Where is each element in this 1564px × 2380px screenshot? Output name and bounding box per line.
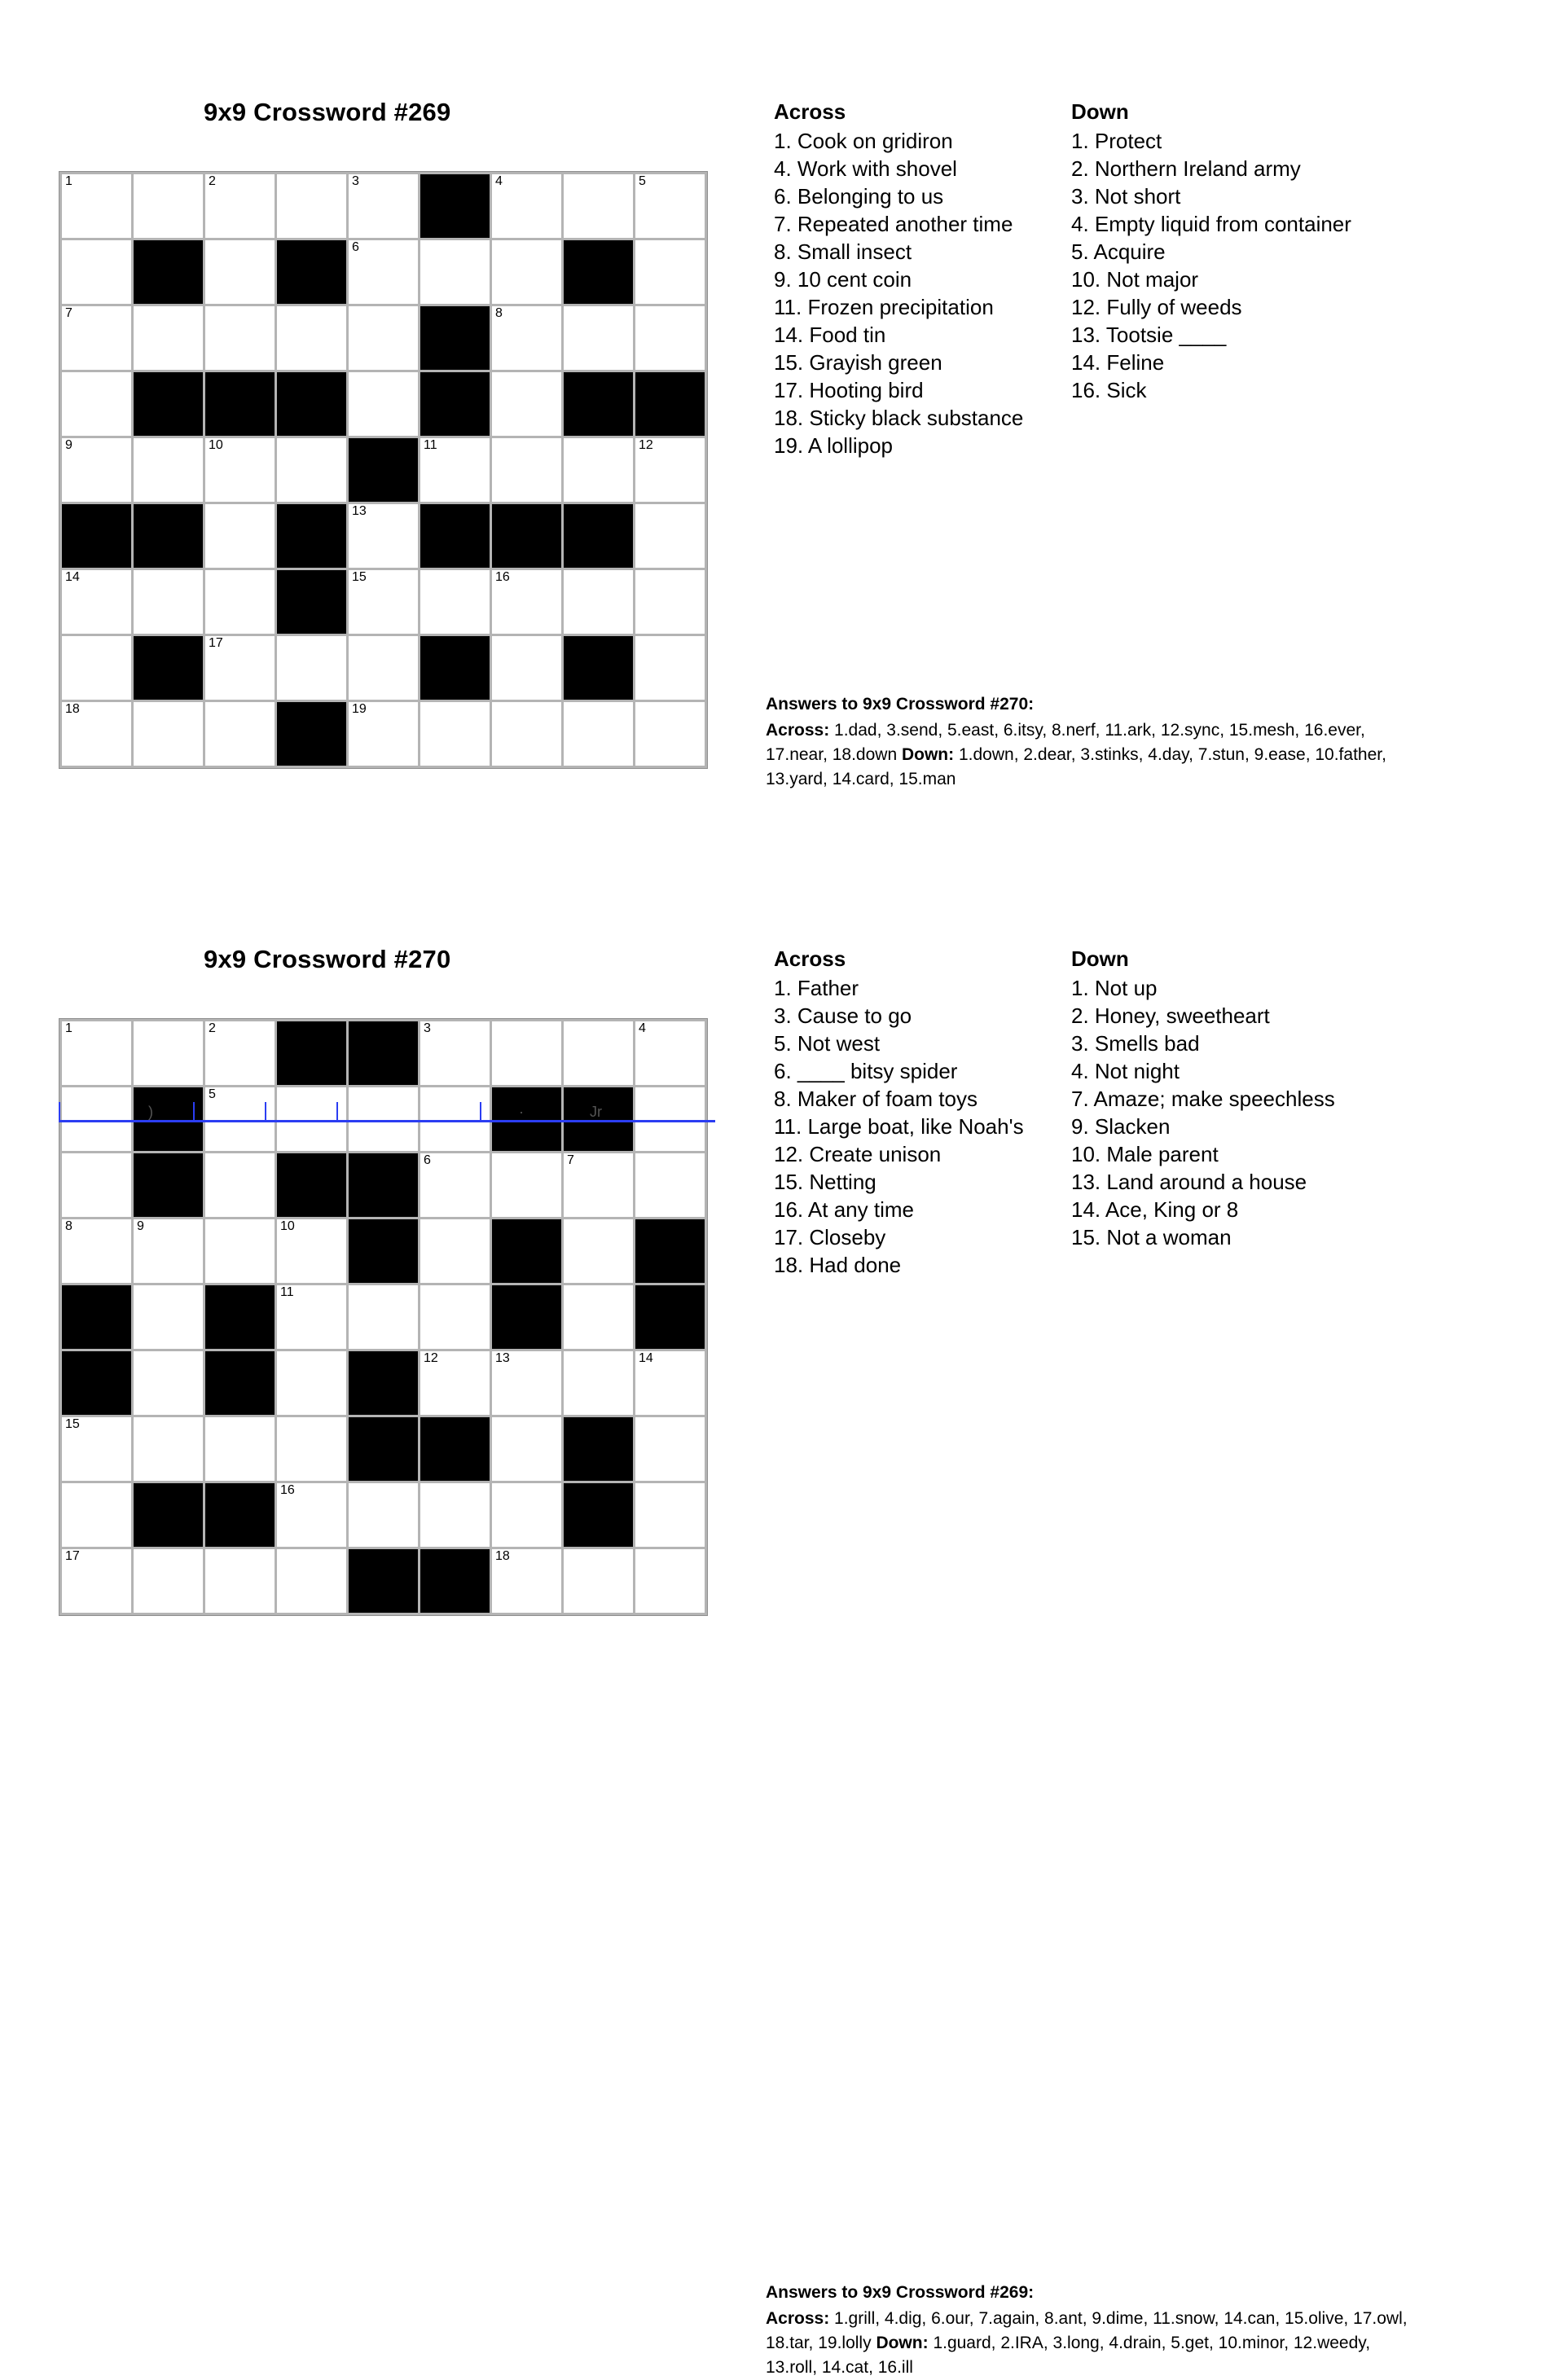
- grid-cell[interactable]: [635, 306, 705, 370]
- grid-cell-blocked: [134, 1153, 203, 1217]
- grid-cell-blocked: [420, 636, 490, 700]
- grid-cell[interactable]: [420, 1483, 490, 1547]
- grid-cell[interactable]: [564, 1219, 633, 1283]
- clue-item-down: 7. Amaze; make speechless: [1071, 1087, 1335, 1111]
- across-clue-list-270: [774, 974, 1075, 1279]
- grid-cell[interactable]: [420, 1351, 490, 1415]
- grid-cell-blocked: [277, 702, 346, 766]
- grid-cell-number: 1: [65, 1021, 72, 1035]
- grid-cell-number: 18: [495, 1549, 510, 1563]
- grid-cell[interactable]: [277, 1483, 346, 1547]
- clue-column-down-270: [1071, 945, 1413, 1251]
- clue-item-down: 16. Sick: [1071, 378, 1147, 402]
- grid-cell-blocked: [277, 1021, 346, 1085]
- grid-cell[interactable]: [62, 1219, 131, 1283]
- clue-item-down: 5. Acquire: [1071, 239, 1166, 264]
- grid-cell[interactable]: [205, 306, 275, 370]
- grid-cell[interactable]: [492, 702, 561, 766]
- grid-cell-blocked: [134, 504, 203, 568]
- grid-cell[interactable]: [420, 438, 490, 502]
- grid-cell-blocked: [564, 1087, 633, 1151]
- grid-cell[interactable]: [349, 636, 418, 700]
- clue-item-across: 15. Grayish green: [774, 350, 942, 375]
- grid-cell[interactable]: [635, 1087, 705, 1151]
- grid-cell-number: 5: [639, 174, 646, 188]
- grid-cell[interactable]: [62, 372, 131, 436]
- clue-item-down: 14. Ace, King or 8: [1071, 1197, 1239, 1222]
- grid-cell[interactable]: [635, 1549, 705, 1613]
- grid-cell-number: 4: [495, 174, 503, 188]
- clue-item-across: 8. Small insect: [774, 239, 912, 264]
- grid-cell[interactable]: [492, 1417, 561, 1481]
- grid-cell[interactable]: [492, 240, 561, 304]
- grid-cell[interactable]: [420, 1021, 490, 1085]
- answers-down-text-269: 1.down, 2.dear, 3.stinks, 4.day, 7.stun, 9.ease, 10.father, 13.yard, 14.card, 15.man: [766, 745, 1386, 788]
- grid-cell[interactable]: [277, 636, 346, 700]
- grid-cell-blocked: [62, 1285, 131, 1349]
- crossword-grid-269[interactable]: [59, 171, 708, 769]
- grid-cell-number: 16: [280, 1483, 295, 1497]
- clue-item-across: 17. Closeby: [774, 1225, 886, 1249]
- grid-cell[interactable]: [349, 570, 418, 634]
- grid-cell[interactable]: [635, 438, 705, 502]
- grid-cell-blocked: [277, 240, 346, 304]
- grid-cell[interactable]: [420, 1219, 490, 1283]
- grid-cell[interactable]: [492, 1153, 561, 1217]
- grid-cell-number: 1: [65, 174, 72, 188]
- grid-cell-blocked: [564, 240, 633, 304]
- grid-cell-blocked: [492, 1285, 561, 1349]
- grid-cell[interactable]: [564, 1285, 633, 1349]
- grid-cell[interactable]: [492, 1549, 561, 1613]
- grid-cell[interactable]: [492, 636, 561, 700]
- grid-cell-number: 8: [65, 1219, 72, 1233]
- answers-down-label-269: Down:: [901, 745, 955, 764]
- grid-cell[interactable]: [564, 1351, 633, 1415]
- grid-cell[interactable]: [277, 174, 346, 238]
- grid-cell-number: 12: [424, 1351, 438, 1365]
- grid-cell[interactable]: [564, 570, 633, 634]
- clue-item-down: 10. Not major: [1071, 267, 1199, 292]
- grid-cell[interactable]: [134, 1021, 203, 1085]
- answers-title-270: Answers to 9x9 Crossword #269:: [766, 2283, 1035, 2302]
- grid-cell-number: 15: [352, 570, 367, 584]
- grid-cell-number: 7: [65, 306, 72, 320]
- grid-cell-blocked: [420, 306, 490, 370]
- grid-cell[interactable]: [349, 1087, 418, 1151]
- grid-cell[interactable]: [492, 438, 561, 502]
- grid-cell-number: 2: [209, 1021, 216, 1035]
- grid-cell[interactable]: [205, 636, 275, 700]
- grid-cell-blocked: [205, 1351, 275, 1415]
- clue-item-across: 4. Work with shovel: [774, 156, 957, 181]
- grid-cell[interactable]: [492, 306, 561, 370]
- down-heading-269: Down: [1071, 99, 1129, 124]
- grid-cell[interactable]: [635, 240, 705, 304]
- grid-cell-number: 13: [495, 1351, 510, 1365]
- grid-cell-blocked: [635, 1219, 705, 1283]
- grid-cell[interactable]: [62, 1153, 131, 1217]
- clue-item-across: 7. Repeated another time: [774, 212, 1013, 236]
- grid-cell[interactable]: [349, 306, 418, 370]
- across-clue-list-269: [774, 127, 1075, 459]
- grid-cell[interactable]: [420, 240, 490, 304]
- grid-cell-blocked: [205, 372, 275, 436]
- grid-cell[interactable]: [134, 1219, 203, 1283]
- clue-item-across: 17. Hooting bird: [774, 378, 924, 402]
- answers-block-270: [766, 2281, 1409, 2380]
- clue-item-across: 15. Netting: [774, 1170, 876, 1194]
- grid-cell[interactable]: [492, 372, 561, 436]
- grid-cell-blocked: [277, 372, 346, 436]
- grid-cell[interactable]: [635, 1417, 705, 1481]
- grid-cell[interactable]: [349, 372, 418, 436]
- grid-cell[interactable]: [134, 174, 203, 238]
- clue-item-down: 2. Northern Ireland army: [1071, 156, 1301, 181]
- grid-cell[interactable]: [277, 1219, 346, 1283]
- grid-cell-blocked: [635, 1285, 705, 1349]
- grid-cell[interactable]: [635, 174, 705, 238]
- clue-item-down: 13. Tootsie ____: [1071, 323, 1227, 347]
- grid-cell[interactable]: [62, 1483, 131, 1547]
- clue-item-down: 14. Feline: [1071, 350, 1165, 375]
- clue-item-across: 8. Maker of foam toys: [774, 1087, 978, 1111]
- down-heading-270: Down: [1071, 946, 1129, 971]
- grid-cell[interactable]: [635, 1351, 705, 1415]
- grid-cell[interactable]: [205, 1087, 275, 1151]
- grid-cell[interactable]: [62, 1021, 131, 1085]
- grid-cell-number: 2: [209, 174, 216, 188]
- grid-cell-blocked: [349, 1417, 418, 1481]
- grid-cell-blocked: [134, 636, 203, 700]
- grid-cell-number: 3: [424, 1021, 431, 1035]
- grid-cell-blocked: [420, 372, 490, 436]
- clue-column-down-269: [1071, 98, 1413, 404]
- clue-item-across: 18. Had done: [774, 1253, 902, 1277]
- grid-cell[interactable]: [420, 570, 490, 634]
- grid-cell-number: 5: [209, 1087, 216, 1101]
- grid-cell-number: 17: [209, 636, 223, 650]
- grid-cell[interactable]: [349, 702, 418, 766]
- clue-item-across: 16. At any time: [774, 1197, 914, 1222]
- grid-cell[interactable]: [277, 306, 346, 370]
- page-title-269: 9x9 Crossword #269: [204, 98, 451, 126]
- grid-cell[interactable]: [349, 1285, 418, 1349]
- grid-cell[interactable]: [349, 504, 418, 568]
- grid-cell[interactable]: [635, 636, 705, 700]
- down-clue-list-270: [1071, 974, 1413, 1251]
- answers-across-text-270: 1.grill, 4.dig, 6.our, 7.again, 8.ant, 9.dime, 11.snow, 14.can, 15.olive, 17.owl, 18.tar, 19.lolly: [766, 2309, 1408, 2352]
- grid-cell[interactable]: [205, 1021, 275, 1085]
- grid-cell[interactable]: [205, 1219, 275, 1283]
- grid-cell-number: 19: [352, 702, 367, 716]
- answers-down-text-270: 1.guard, 2.IRA, 3.long, 4.drain, 5.get, 10.minor, 12.weedy, 13.roll, 14.cat, 16.ill: [766, 2334, 1371, 2377]
- grid-cell-number: 16: [495, 570, 510, 584]
- grid-cell-blocked: [134, 1087, 203, 1151]
- grid-cell[interactable]: [492, 1351, 561, 1415]
- clue-item-across: 19. A lollipop: [774, 433, 894, 458]
- grid-cell-number: 7: [567, 1153, 574, 1167]
- clue-item-across: 3. Cause to go: [774, 1003, 912, 1028]
- grid-cell-blocked: [205, 1285, 275, 1349]
- grid-cell-number: 4: [639, 1021, 646, 1035]
- grid-cell[interactable]: [205, 1153, 275, 1217]
- grid-cell[interactable]: [492, 1021, 561, 1085]
- grid-cell[interactable]: [62, 438, 131, 502]
- grid-cell[interactable]: [205, 570, 275, 634]
- grid-cell-blocked: [420, 504, 490, 568]
- grid-cell[interactable]: [635, 570, 705, 634]
- grid-cell-blocked: [420, 174, 490, 238]
- clue-item-down: 13. Land around a house: [1071, 1170, 1307, 1194]
- grid-cell-blocked: [349, 1351, 418, 1415]
- grid-cell[interactable]: [564, 1153, 633, 1217]
- grid-cell[interactable]: [205, 174, 275, 238]
- grid-cell[interactable]: [492, 174, 561, 238]
- grid-cell[interactable]: [349, 1483, 418, 1547]
- grid-cell-number: 10: [209, 438, 223, 452]
- grid-cell[interactable]: [205, 504, 275, 568]
- clue-item-down: 4. Empty liquid from container: [1071, 212, 1351, 236]
- clue-item-across: 9. 10 cent coin: [774, 267, 912, 292]
- selection-ghost-glyph: Jr: [590, 1104, 602, 1120]
- grid-cell-number: 15: [65, 1417, 80, 1431]
- grid-cell[interactable]: [277, 1285, 346, 1349]
- grid-cell[interactable]: [420, 1087, 490, 1151]
- grid-cell-blocked: [277, 570, 346, 634]
- across-heading-269: Across: [774, 99, 846, 124]
- grid-cell[interactable]: [62, 1549, 131, 1613]
- clue-item-down: 3. Not short: [1071, 184, 1181, 209]
- grid-cell[interactable]: [62, 702, 131, 766]
- grid-cell-blocked: [564, 372, 633, 436]
- grid-cell[interactable]: [62, 174, 131, 238]
- grid-cell[interactable]: [564, 1021, 633, 1085]
- clue-item-down: 2. Honey, sweetheart: [1071, 1003, 1270, 1028]
- grid-cell-blocked: [134, 372, 203, 436]
- grid-cell[interactable]: [134, 1351, 203, 1415]
- clue-item-across: 1. Father: [774, 976, 859, 1000]
- clue-item-across: 18. Sticky black substance: [774, 406, 1024, 430]
- grid-cell-number: 17: [65, 1549, 80, 1563]
- answers-down-label-270: Down:: [876, 2334, 929, 2352]
- grid-cell[interactable]: [62, 636, 131, 700]
- grid-cell[interactable]: [277, 1087, 346, 1151]
- page-title-270: 9x9 Crossword #270: [204, 945, 451, 973]
- grid-cell-number: 14: [65, 570, 80, 584]
- answers-block-269: [766, 692, 1409, 792]
- selection-ghost-glyph: ·: [519, 1104, 524, 1120]
- grid-cell-blocked: [349, 1549, 418, 1613]
- clue-item-down: 1. Not up: [1071, 976, 1158, 1000]
- grid-cell-blocked: [134, 240, 203, 304]
- clue-item-across: 6. Belonging to us: [774, 184, 944, 209]
- grid-cell[interactable]: [564, 306, 633, 370]
- selection-ghost-glyph: ): [148, 1104, 153, 1120]
- grid-cell[interactable]: [277, 1417, 346, 1481]
- grid-cell-number: 11: [424, 438, 437, 452]
- grid-cell[interactable]: [62, 1087, 131, 1151]
- grid-cell-number: 11: [280, 1285, 294, 1299]
- grid-cell-blocked: [564, 636, 633, 700]
- grid-cell-blocked: [134, 1483, 203, 1547]
- grid-cell-blocked: [349, 1021, 418, 1085]
- clue-item-down: 10. Male parent: [1071, 1142, 1219, 1166]
- answers-across-label-270: Across:: [766, 2309, 830, 2328]
- grid-cell[interactable]: [420, 702, 490, 766]
- clue-column-across-269: [774, 98, 1075, 459]
- clue-item-across: 12. Create unison: [774, 1142, 942, 1166]
- answers-across-text-269: 1.dad, 3.send, 5.east, 6.itsy, 8.nerf, 11.ark, 12.sync, 15.mesh, 16.ever, 17.near, 18.down: [766, 721, 1365, 764]
- grid-cell-number: 13: [352, 504, 367, 518]
- grid-cell[interactable]: [134, 306, 203, 370]
- grid-cell-blocked: [349, 438, 418, 502]
- across-heading-270: Across: [774, 946, 846, 971]
- grid-cell-number: 6: [352, 240, 359, 254]
- grid-cell[interactable]: [635, 702, 705, 766]
- grid-cell[interactable]: [349, 174, 418, 238]
- grid-cell-blocked: [277, 1153, 346, 1217]
- grid-cell[interactable]: [349, 240, 418, 304]
- clue-item-across: 1. Cook on gridiron: [774, 129, 953, 153]
- grid-cell[interactable]: [134, 438, 203, 502]
- grid-cell[interactable]: [492, 1483, 561, 1547]
- grid-cell[interactable]: [635, 1153, 705, 1217]
- grid-cell-blocked: [564, 504, 633, 568]
- clue-item-down: 1. Protect: [1071, 129, 1162, 153]
- grid-cell[interactable]: [134, 1549, 203, 1613]
- grid-cell[interactable]: [205, 438, 275, 502]
- grid-cell-number: 6: [424, 1153, 431, 1167]
- clue-item-down: 15. Not a woman: [1071, 1225, 1232, 1249]
- grid-cell-blocked: [492, 1087, 561, 1151]
- grid-cell[interactable]: [62, 306, 131, 370]
- grid-cell[interactable]: [277, 438, 346, 502]
- grid-cell-number: 12: [639, 438, 653, 452]
- grid-cell[interactable]: [564, 438, 633, 502]
- grid-cell-blocked: [564, 1417, 633, 1481]
- grid-cell[interactable]: [277, 1549, 346, 1613]
- clue-column-across-270: [774, 945, 1075, 1279]
- clue-item-across: 6. ____ bitsy spider: [774, 1059, 958, 1083]
- grid-cell[interactable]: [564, 1549, 633, 1613]
- grid-cell-number: 8: [495, 306, 503, 320]
- grid-cell-blocked: [564, 1483, 633, 1547]
- grid-cell[interactable]: [62, 1417, 131, 1481]
- clue-item-across: 5. Not west: [774, 1031, 881, 1056]
- grid-cell-number: 18: [65, 702, 80, 716]
- down-clue-list-269: [1071, 127, 1413, 404]
- grid-cell-blocked: [277, 504, 346, 568]
- clue-item-across: 11. Frozen precipitation: [774, 295, 994, 319]
- grid-cell[interactable]: [564, 702, 633, 766]
- grid-cell-blocked: [349, 1219, 418, 1283]
- grid-cell[interactable]: [564, 174, 633, 238]
- clue-item-down: 9. Slacken: [1071, 1114, 1171, 1139]
- grid-cell-blocked: [635, 372, 705, 436]
- grid-cell[interactable]: [635, 504, 705, 568]
- grid-cell-blocked: [62, 1351, 131, 1415]
- grid-cell-number: 9: [65, 438, 72, 452]
- grid-cell[interactable]: [134, 1285, 203, 1349]
- grid-cell[interactable]: [134, 702, 203, 766]
- grid-cell-blocked: [420, 1549, 490, 1613]
- clue-item-down: 4. Not night: [1071, 1059, 1180, 1083]
- grid-cell[interactable]: [134, 570, 203, 634]
- grid-cell[interactable]: [134, 1417, 203, 1481]
- grid-cell[interactable]: [420, 1153, 490, 1217]
- grid-cell[interactable]: [277, 1351, 346, 1415]
- grid-cell-blocked: [492, 1219, 561, 1283]
- answers-across-label-269: Across:: [766, 721, 830, 740]
- answers-title-269: Answers to 9x9 Crossword #270:: [766, 695, 1035, 714]
- clue-item-across: 14. Food tin: [774, 323, 886, 347]
- grid-cell-blocked: [492, 504, 561, 568]
- grid-cell[interactable]: [492, 570, 561, 634]
- grid-cell-number: 14: [639, 1351, 653, 1365]
- grid-cell[interactable]: [420, 1285, 490, 1349]
- grid-cell[interactable]: [205, 702, 275, 766]
- grid-cell[interactable]: [205, 1549, 275, 1613]
- grid-cell-number: 9: [137, 1219, 144, 1233]
- grid-cell-blocked: [420, 1417, 490, 1481]
- crossword-grid-270[interactable]: [59, 1018, 708, 1616]
- grid-cell-blocked: [205, 1483, 275, 1547]
- clue-item-down: 12. Fully of weeds: [1071, 295, 1242, 319]
- grid-cell[interactable]: [62, 570, 131, 634]
- clue-item-down: 3. Smells bad: [1071, 1031, 1200, 1056]
- grid-cell[interactable]: [635, 1483, 705, 1547]
- grid-cell-number: 10: [280, 1219, 295, 1233]
- grid-cell-number: 3: [352, 174, 359, 188]
- grid-cell-blocked: [349, 1153, 418, 1217]
- grid-cell[interactable]: [62, 240, 131, 304]
- grid-cell[interactable]: [635, 1021, 705, 1085]
- clue-item-across: 11. Large boat, like Noah's: [774, 1114, 1024, 1139]
- grid-cell-blocked: [62, 504, 131, 568]
- grid-cell[interactable]: [205, 240, 275, 304]
- grid-cell[interactable]: [205, 1417, 275, 1481]
